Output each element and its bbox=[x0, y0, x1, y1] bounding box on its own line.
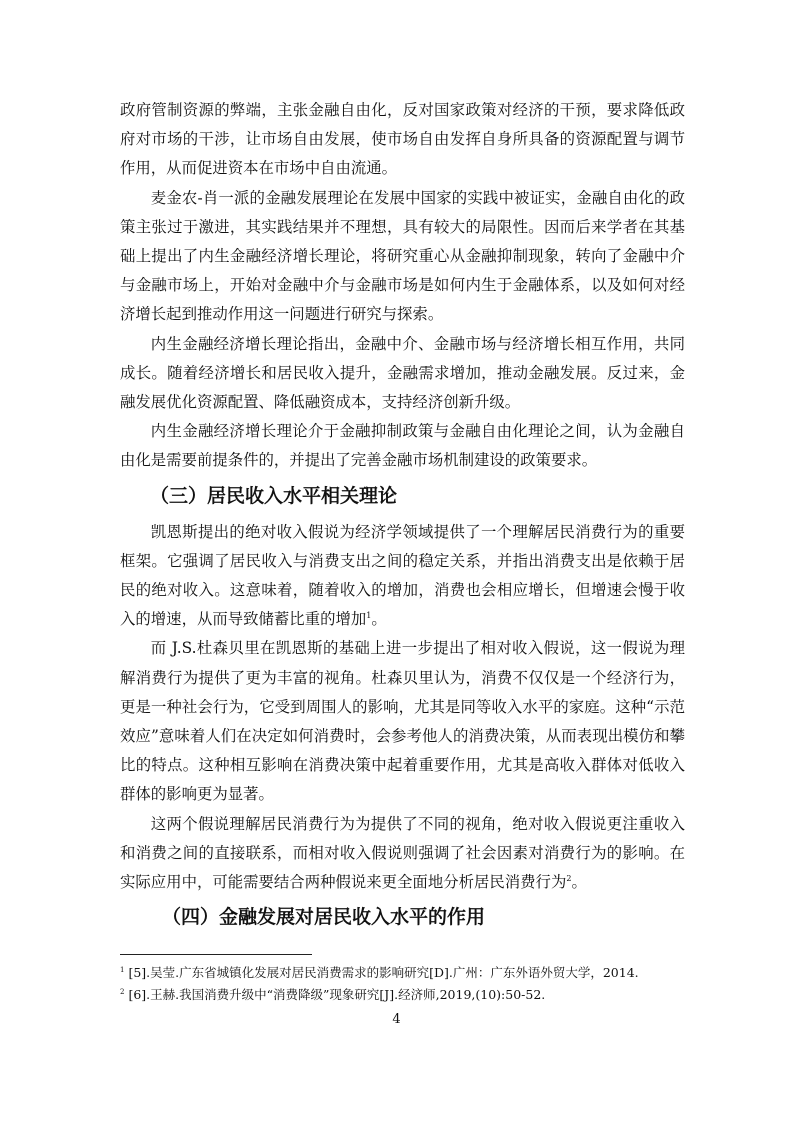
footnote-mark: 2 bbox=[120, 987, 125, 996]
footnotes bbox=[120, 962, 685, 1006]
footnote-ref[interactable]: 2 bbox=[566, 873, 572, 883]
paragraph: 凯恩斯提出的绝对收入假说为经济学领域提供了一个理解居民消费行为的重要框架。它强调了居民收入与消费支出之间的稳定关系，并指出消费支出是依赖于居民的绝对收入。这意味着，随着收入的增加，消费也会相应增长，但增速会慢于收入的增速，从而导致储蓄比重的增加$^1$。 bbox=[120, 522, 685, 629]
footnote-text: [5].吴莹.广东省城镇化发展对居民消费需求的影响研究[D].广州：广东外语外贸大学，2014. bbox=[124, 965, 639, 980]
paragraph: 而 J.S.杜森贝里在凯恩斯的基础上进一步提出了相对收入假说，这一假说为理解消费行为提供了更为丰富的视角。杜森贝里认为，消费不仅仅是一个经济行为，更是一种社会行为，它受到周围人的影响，尤其是同等收入水平的家庭。这种“示范效应”意味着人们在决定如何消费时，会参考他人的消费决策，从而表现出模仿和攀比的特点。这种相互影响在消费决策中起着重要作用，尤其是高收入群体对低收入群体的影响更为显著。 bbox=[120, 639, 685, 804]
paragraph: 政府管制资源的弊端，主张金融自由化，反对国家政策对经济的干预，要求降低政府对市场的干涉，让市场自由发展，使市场自由发挥自身所具备的资源配置与调节作用，从而促进资本在市场中自由流通。 bbox=[120, 101, 685, 178]
footnote-mark: 1 bbox=[120, 965, 125, 974]
paragraph: 内生金融经济增长理论介于金融抑制政策与金融自由化理论之间，认为金融自由化是需要前提条件的，并提出了完善金融市场机制建设的政策要求。 bbox=[120, 422, 685, 470]
footnote-text: [6].王赫.我国消费升级中“消费降级”现象研究[J].经济师,2019,(10):50-52. bbox=[124, 987, 546, 1002]
paragraph: 这两个假说理解居民消费行为为提供了不同的视角，绝对收入假说更注重收入和消费之间的直接联系，而相对收入假说则强调了社会因素对消费行为的影响。在实际应用中，可能需要结合两种假说来更全面地分析居民消费行为$^2$。 bbox=[120, 814, 685, 892]
footnote bbox=[120, 962, 685, 984]
footnote-ref[interactable]: 1 bbox=[366, 611, 372, 621]
page-number: 4 bbox=[392, 1012, 401, 1027]
paragraph: 麦金农-肖一派的金融发展理论在发展中国家的实践中被证实，金融自由化的政策主张过于激进，其实践结果并不理想，具有较大的局限性。因而后来学者在其基础上提出了内生金融经济增长理论，将研究重心从金融抑制现象，转向了金融中介与金融市场上，开始对金融中介与金融市场是如何内生于金融体系，以及如何对经济增长起到推动作用这一问题进行研究与探索。 bbox=[120, 188, 685, 324]
section-heading: （三）居民收入水平相关理论 bbox=[150, 484, 398, 507]
paragraph: 内生金融经济增长理论指出，金融中介、金融市场与经济增长相互作用，共同成长。随着经济增长和居民收入提升，金融需求增加，推动金融发展。反过来，金融发展优化资源配置、降低融资成本，支持经济创新升级。 bbox=[120, 334, 685, 412]
paragraph-text: 凯恩斯提出的绝对收入假说为经济学领域提供了一个理解居民消费行为的重要框架。它强调了居民收入与消费支出之间的稳定关系，并指出消费支出是依赖于居民的绝对收入。这意味着，随着收入的增加，消费也会相应增长，但增速会慢于收入的增速，从而导致储蓄比重的增加 bbox=[120, 522, 685, 629]
footnote-divider bbox=[120, 954, 312, 955]
body-text bbox=[120, 96, 685, 939]
footnote bbox=[120, 984, 685, 1006]
section-heading: （四）金融发展对居民收入水平的作用 bbox=[162, 906, 486, 929]
paragraph-text: 这两个假说理解居民消费行为为提供了不同的视角，绝对收入假说更注重收入和消费之间的直接联系，而相对收入假说则强调了社会因素对消费行为的影响。在实际应用中，可能需要结合两种假说来更全面地分析居民消费行为 bbox=[120, 814, 685, 892]
